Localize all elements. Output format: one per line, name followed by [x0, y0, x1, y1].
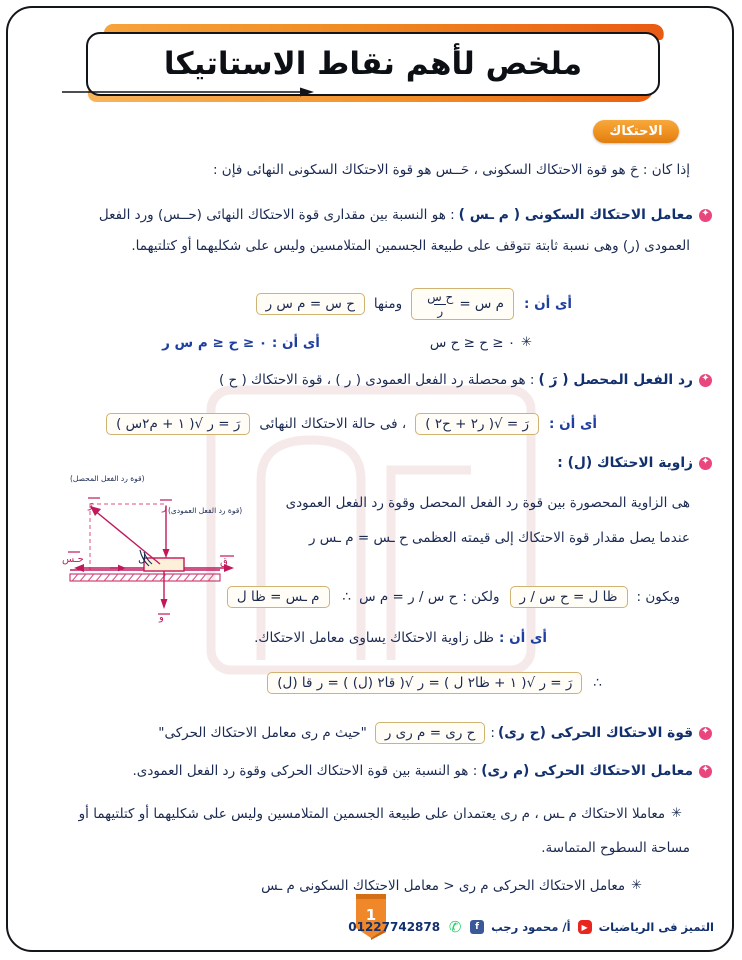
item-3-conclusion-row — [254, 630, 547, 646]
item-5-heading: معامل الاحتكاك الحركى (م رى) — [481, 763, 693, 779]
item-2-formula-a: رَ = √( ر٢ + ح٢ ) — [415, 413, 539, 435]
item-3-mid-formula: ح س / ر = م س — [359, 589, 458, 605]
diagram-symbol-r-prime: رَ — [88, 500, 93, 511]
item-1-range-row — [157, 335, 532, 351]
item-4-note: "حيث م رى معامل الاحتكاك الحركى" — [158, 725, 367, 741]
item-5-line1: : هو النسبة بين قوة الاحتكاك الحركى وقوة رد الفعل العمودى. — [132, 763, 478, 780]
bullet-star-icon — [699, 374, 712, 387]
asterisk-marker: ✳ — [631, 878, 642, 894]
diagram-symbol-force: ق — [220, 557, 228, 568]
item-3-wa-yakoun: ويكون : — [636, 589, 680, 605]
item-1-formula-a — [411, 288, 514, 320]
item-2-formula-row — [101, 413, 597, 435]
item-1-line2: العمودى (ر) وهى نسبة ثابتة تتوقف على طبيعة الجسمين المتلامسين وليس على شكليهما أو كتلتيهما. — [131, 238, 690, 254]
whatsapp-icon[interactable]: ✆ — [448, 918, 462, 936]
item-2-mid-text: ، فى حالة الاحتكاك النهائى — [259, 416, 407, 432]
intro-text: إذا كان : حَ هو قوة الاحتكاك السكونى ، حَــس هو قوة الاحتكاك السكونى النهائى فإن : — [212, 162, 690, 178]
item-3-heading: زاوية الاحتكاك (ل) : — [557, 455, 693, 471]
section-badge-label: الاحتكاك — [609, 124, 663, 139]
item-4-formula: ح رى = م رى ر — [375, 722, 486, 744]
bullet-star-icon — [699, 457, 712, 470]
diagram-symbol-normal: ر — [162, 502, 167, 513]
item-1-formula-a-lhs: م س = — [459, 296, 505, 312]
item-3-formula-sec: رَ = ر √( ١ + ظا٢ ل ) = ر √( قا٢ (ل) ) = ر قا (ل) — [267, 672, 582, 694]
note-1-line2-row — [541, 840, 690, 856]
bullet-star-icon — [699, 727, 712, 740]
item-2-ayan-label: أى أن : — [549, 416, 597, 432]
item-3-formula-mu-tan: م ـس = ظا ل — [227, 586, 330, 608]
item-1-wa-minha: ومنها — [373, 296, 403, 312]
footer-credits — [348, 920, 714, 934]
footer-brand: التميز فى الرياضيات — [598, 920, 714, 934]
section-badge-friction — [593, 120, 679, 143]
item-1-range-ayan: أى أن : ٠ ≤ ح ≤ م س ر — [162, 335, 320, 351]
item-3-line1-row — [286, 495, 690, 511]
item-2-line1: : هو محصلة رد الفعل العمودى ( ر ) ، قوة الاحتكاك ( ح ) — [218, 372, 535, 389]
fraction-numerator: ح س — [427, 290, 454, 304]
note-1-row — [79, 806, 682, 822]
item-2-formula-b: رَ = ر √( ١ + م٢س ) — [106, 413, 250, 435]
item-3-line2-row — [309, 530, 690, 546]
item-3-heading-row — [557, 455, 712, 472]
page-footer — [0, 906, 742, 946]
item-1-range-right: ٠ ≤ ح ≤ ح س — [429, 335, 516, 351]
item-3-therefore: ∴ — [342, 589, 352, 605]
item-1-line1: : هو النسبة بين مقدارى قوة الاحتكاك النهائى (حــس) ورد الفعل — [98, 207, 455, 224]
diagram-label-resultant: (قوة رد الفعل المحصل) — [70, 474, 145, 483]
asterisk-marker: ✳ — [521, 335, 532, 351]
item-1-formula-row — [251, 288, 572, 320]
item-1-heading: معامل الاحتكاك السكونى ( م ـس ) — [458, 207, 693, 223]
youtube-icon[interactable]: ▶ — [578, 920, 592, 934]
diagram-svg — [48, 478, 298, 623]
diagram-symbol-weight: و — [159, 612, 164, 623]
title-underline-arrow — [62, 86, 314, 98]
item-3-walaken: ولكن : — [462, 589, 500, 605]
item-3-therefore-2: ∴ — [593, 675, 602, 691]
item-1-formula-b: ح س = م س ر — [256, 293, 365, 315]
item-1-heading-row — [99, 207, 712, 224]
diagram-label-normal: (قوة رد الفعل العمودى) — [168, 506, 243, 515]
item-4-heading-row — [158, 722, 712, 744]
item-3-ayan-label: أى أن : — [499, 630, 547, 646]
page-title: ملخص لأهم نقاط الاستاتيكا — [163, 46, 583, 82]
note-2-row — [261, 878, 642, 894]
item-4-heading: قوة الاحتكاك الحركى (ح رى) — [497, 724, 693, 741]
bullet-star-icon — [699, 209, 712, 222]
item-3-line1: هى الزاوية المحصورة بين قوة رد الفعل المحصل وقوة رد الفعل العمودى — [285, 495, 690, 511]
item-3-formula-tan: ظا ل = ح س / ر — [510, 586, 628, 608]
fraction-hs-over-r — [424, 291, 456, 317]
item-1-line2-row — [131, 238, 690, 254]
facebook-icon[interactable]: f — [470, 920, 484, 934]
free-body-diagram — [48, 474, 298, 623]
item-1-ayan-label: أى أن : — [524, 296, 572, 312]
item-4-colon: : — [490, 725, 495, 741]
footer-author: أ/ محمود رجب — [491, 920, 571, 934]
intro-line — [213, 162, 690, 178]
item-3-line2: عندما يصل مقدار قوة الاحتكاك إلى قيمته العظمى ح ـس = م ـس ر — [308, 530, 690, 546]
item-5-heading-row — [133, 763, 712, 780]
note-1-line2: مساحة السطوح المتماسة. — [541, 840, 690, 856]
item-3-conclusion: ظل زاوية الاحتكاك يساوى معامل الاحتكاك. — [254, 630, 495, 646]
note-2-line1: معامل الاحتكاك الحركى م رى < معامل الاحتكاك السكونى م ـس — [261, 878, 626, 894]
diagram-symbol-angle: ل — [138, 552, 146, 565]
diagram-symbol-friction: حـس — [62, 554, 84, 565]
item-2-heading: رد الفعل المحصل ( رَ ) — [538, 372, 693, 388]
item-2-heading-row — [219, 372, 712, 389]
bullet-star-icon — [699, 765, 712, 778]
footer-phone: 01227742878 — [348, 920, 441, 934]
asterisk-marker: ✳ — [671, 806, 682, 822]
page-number: 1 — [365, 906, 377, 924]
fraction-denominator: ر — [434, 304, 446, 318]
item-3-formula-row-2 — [262, 672, 602, 694]
note-1-line1: معاملا الاحتكاك م ـس ، م رى يعتمدان على طبيعة الجسمين المتلامسين وليس على شكليهما أو كتلتيهما أو — [78, 806, 666, 822]
